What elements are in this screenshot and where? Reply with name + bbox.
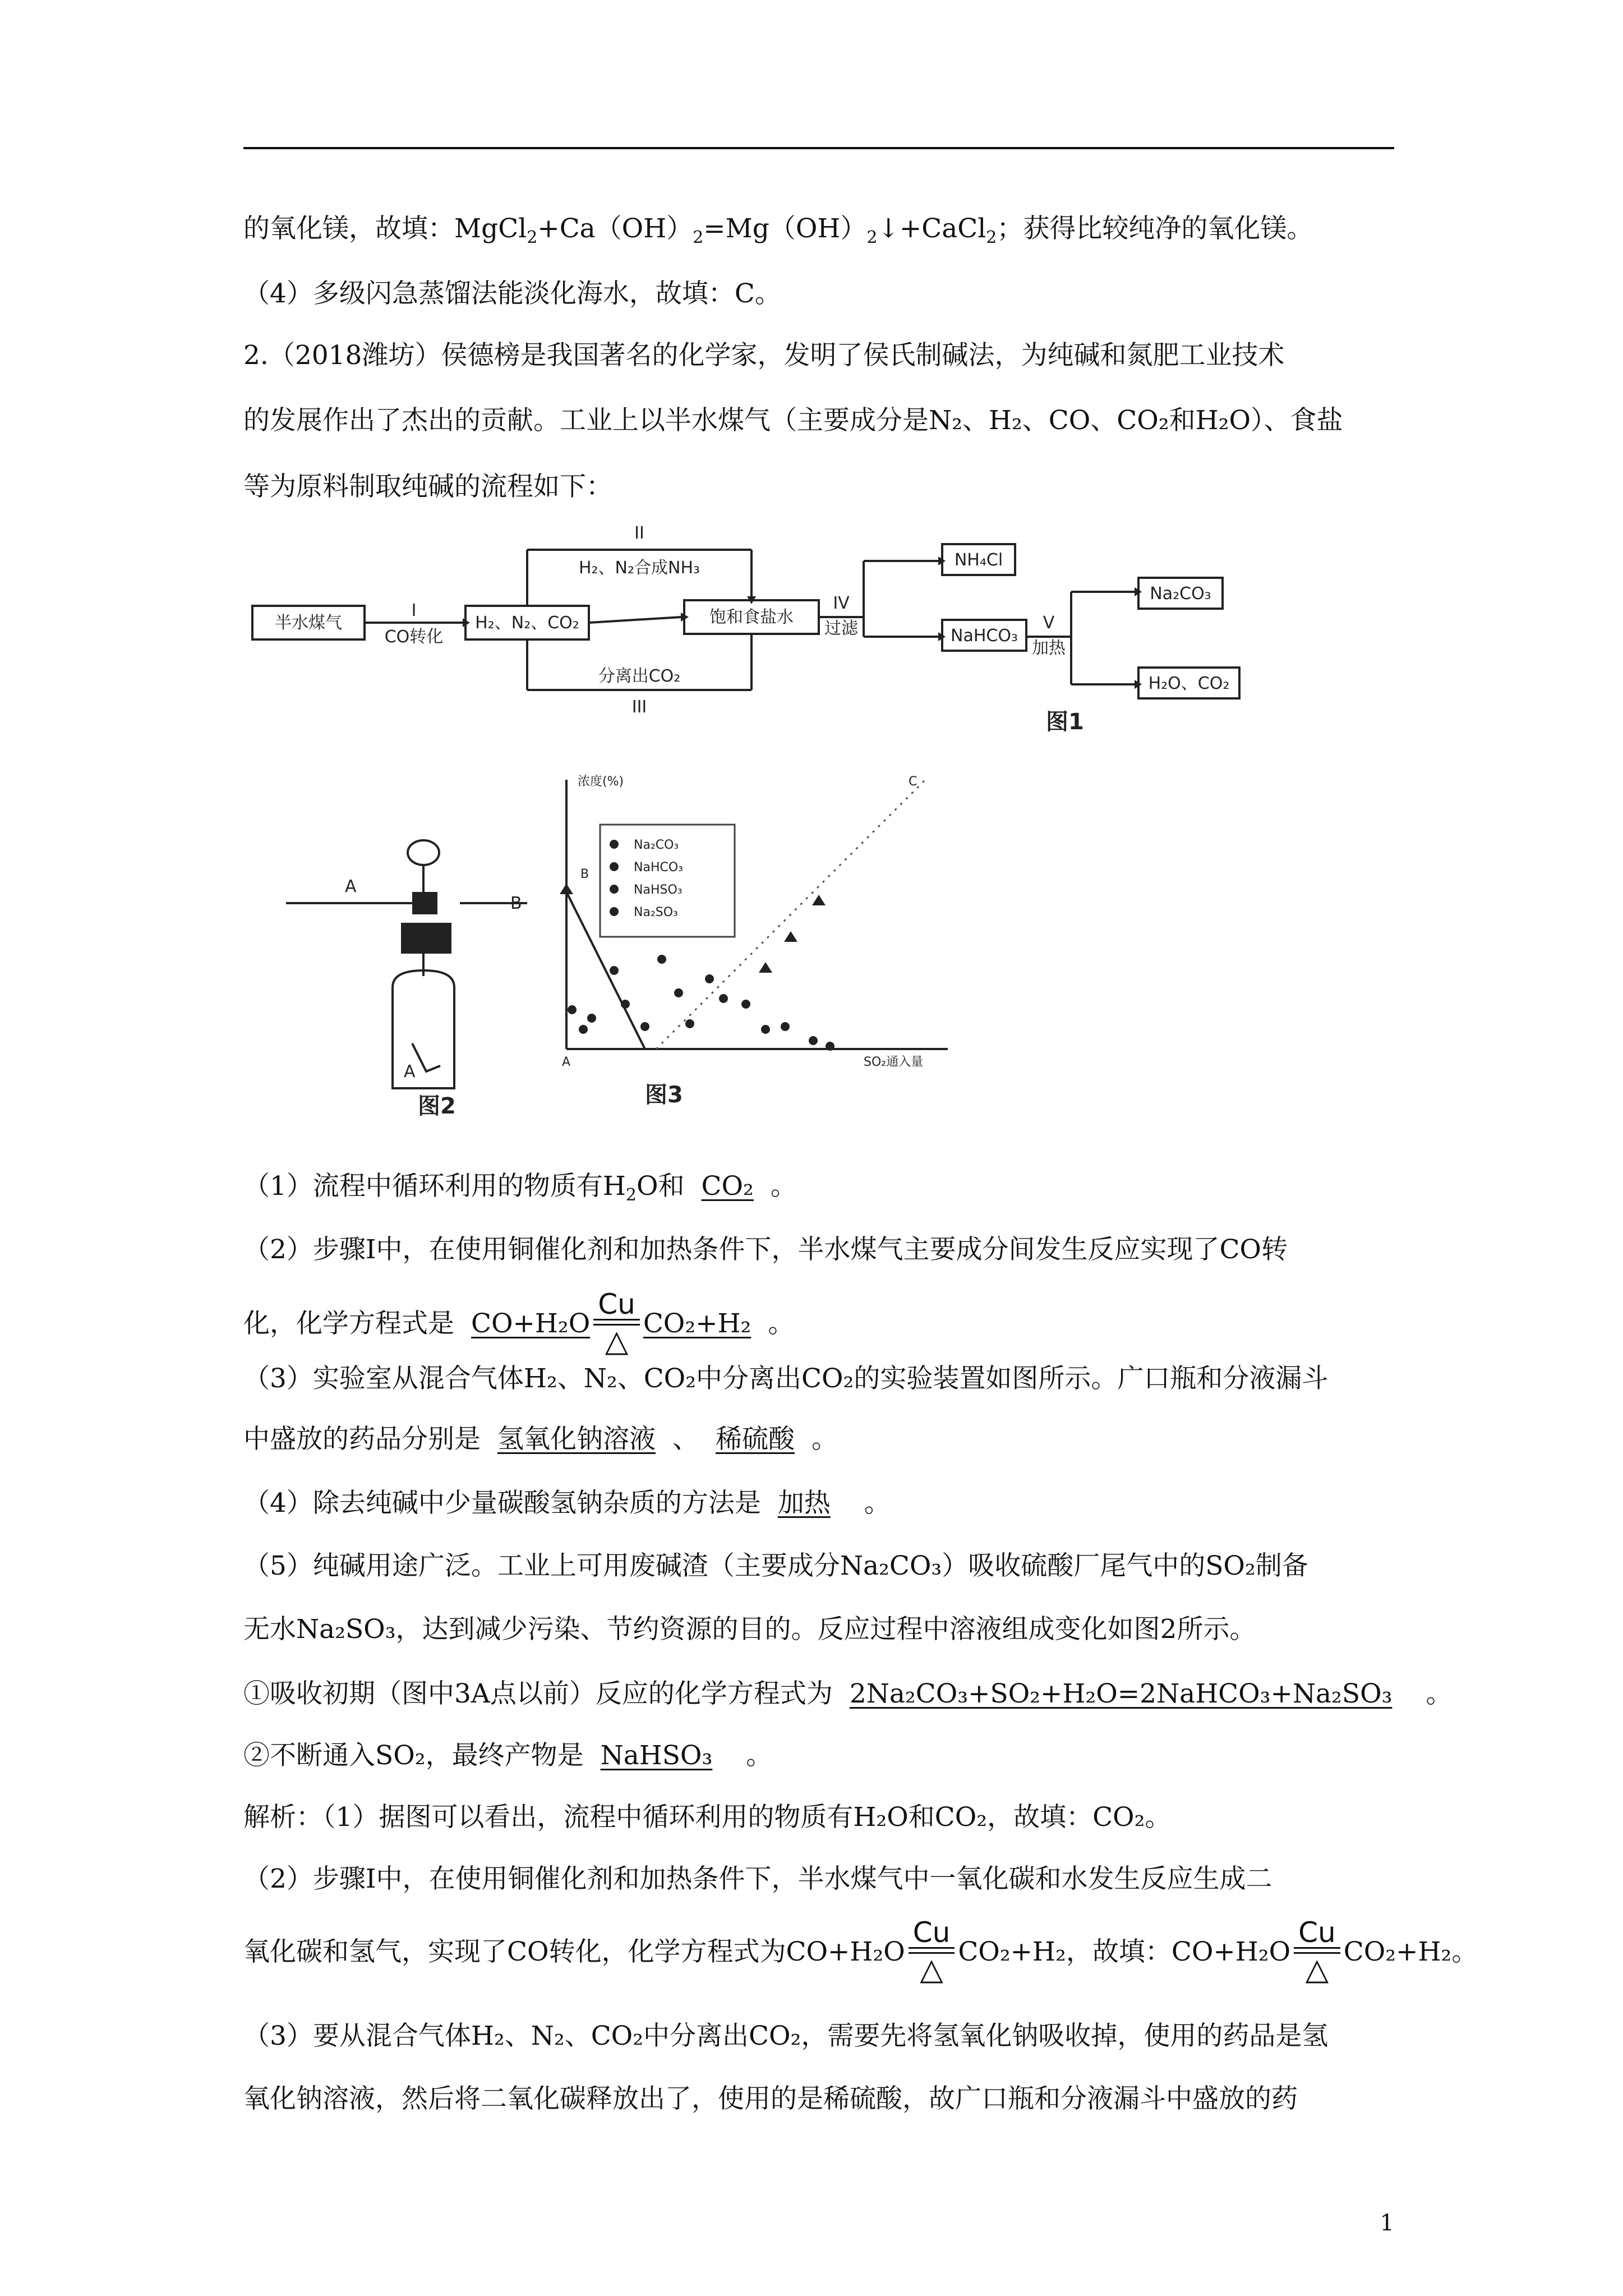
question-2-5-b: 无水Na₂SO₃，达到减少污染、节约资源的目的。反应过程中溶液组成变化如图2所示。 xyxy=(243,1614,1256,1645)
step-2-label: II xyxy=(634,523,644,543)
text-run: 、 xyxy=(672,1424,699,1455)
figure-1-flowchart xyxy=(247,522,1267,746)
figure-3-caption: 图3 xyxy=(645,1082,683,1108)
answer-q3-1: 氢氧化钠溶液 xyxy=(497,1424,656,1455)
answer-q3-2: 稀硫酸 xyxy=(716,1424,795,1455)
text-run: ；获得比较纯净的氧化镁。 xyxy=(997,213,1313,244)
subscript: 2 xyxy=(986,228,997,247)
answer-q5-2: NaHSO₃ xyxy=(600,1740,713,1771)
question-2-5-2 xyxy=(243,1739,1399,1773)
question-2-2-equation xyxy=(243,1285,1399,1363)
text-run: ↓+CaCl xyxy=(877,213,986,244)
legend-nahco3: NaHCO₃ xyxy=(634,861,683,875)
text-run: 。 xyxy=(811,1424,838,1455)
text-run: 氧化碳和氢气，实现了CO转化，化学方程式为CO+H₂O xyxy=(243,1936,905,1967)
figure-2-apparatus xyxy=(280,808,550,1122)
node-nahco3-label: NaHCO₃ xyxy=(951,626,1018,646)
point-b-label: B xyxy=(580,867,589,881)
text-run: CO₂+H₂，故填：CO+H₂O xyxy=(958,1936,1291,1967)
subscript: 2 xyxy=(625,1185,637,1205)
node-gas-label: 半水煤气 xyxy=(275,613,342,633)
text-run: 。 xyxy=(1426,1678,1453,1709)
answer-q2: CO+H₂O Cu △ CO₂+H₂ xyxy=(471,1288,751,1359)
apparatus-label-left: A xyxy=(345,877,357,896)
answer-q5-1: 2Na₂CO₃+SO₂+H₂O=2NaHCO₃+Na₂SO₃ xyxy=(849,1678,1393,1709)
node-brine-label: 饱和食盐水 xyxy=(709,608,794,627)
step-3-sub: 分离出CO₂ xyxy=(598,666,681,686)
bottle-label: A xyxy=(404,1062,416,1082)
question-2-intro: 2.（2018潍坊）侯德榜是我国著名的化学家，发明了侯氏制碱法，为纯碱和氮肥工业技术 xyxy=(243,340,1285,371)
text-run: 化，化学方程式是 xyxy=(243,1308,454,1339)
question-2-2: （2）步骤Ⅰ中，在使用铜催化剂和加热条件下，半水煤气主要成分间发生反应实现了CO转 xyxy=(243,1234,1288,1265)
node-h2o-co2-label: H₂O、CO₂ xyxy=(1148,674,1230,693)
step-1-sub: CO转化 xyxy=(384,627,444,647)
analysis-2-equation xyxy=(243,1913,1478,1991)
step-4-label: IV xyxy=(833,593,850,613)
valve-block xyxy=(412,892,437,914)
subscript: 2 xyxy=(693,228,704,247)
answer-q1: CO₂ xyxy=(701,1171,754,1202)
step-2-sub: H₂、N₂合成NH₃ xyxy=(578,558,700,578)
text-run: （1）流程中循环利用的物质有H xyxy=(243,1171,626,1202)
text-run: ②不断通入SO₂，最终产物是 xyxy=(243,1740,584,1771)
text-run: 的氧化镁，故填：MgCl xyxy=(243,213,527,244)
text-run: 。 xyxy=(746,1740,773,1771)
question-2-5: （5）纯碱用途广泛。工业上可用废碱渣（主要成分Na₂CO₃）吸收硫酸厂尾气中的SO₂制备 xyxy=(243,1550,1308,1581)
text-run: 。 xyxy=(864,1488,891,1519)
step-3-label: III xyxy=(631,697,647,717)
figure-2-caption: 图2 xyxy=(418,1093,456,1119)
analysis-1: 解析：（1）据图可以看出，流程中循环利用的物质有H₂O和CO₂，故填：CO₂。 xyxy=(243,1802,1172,1833)
text-run: +Ca（OH） xyxy=(537,213,693,244)
page-number: 1 xyxy=(1380,2210,1394,2236)
text-line-2: （4）多级闪急蒸馏法能淡化海水，故填：C。 xyxy=(243,278,781,309)
text-run: （4）除去纯碱中少量碳酸氢钠杂质的方法是 xyxy=(243,1488,761,1519)
text-run: CO₂+H₂。 xyxy=(1343,1936,1478,1967)
answer-q4: 加热 xyxy=(777,1488,831,1519)
figure-1-caption: 图1 xyxy=(1046,709,1084,735)
y-axis-label: 浓度(%) xyxy=(578,775,624,789)
step-1-label: I xyxy=(411,601,417,620)
text-run: ①吸收初期（图中3A点以前）反应的化学方程式为 xyxy=(243,1678,833,1709)
node-nh4cl-label: NH₄Cl xyxy=(954,550,1003,570)
question-2-intro-2: 的发展作出了杰出的贡献。工业上以半水煤气（主要成分是N₂、H₂、CO、CO₂和H₂O）、食盐 xyxy=(243,405,1343,436)
reaction-condition: Cu △ xyxy=(593,1290,640,1357)
analysis-3: （3）要从混合气体H₂、N₂、CO₂中分离出CO₂，需要先将氢氧化钠吸收掉，使用的药品是氢 xyxy=(243,2021,1329,2051)
node-na2co3-label: Na₂CO₃ xyxy=(1150,584,1211,604)
question-2-3-b xyxy=(243,1423,1399,1456)
legend-nahso3: NaHSO₃ xyxy=(634,883,683,897)
text-run: =Mg（OH） xyxy=(703,213,867,244)
text-run: 中盛放的药品分别是 xyxy=(243,1424,481,1455)
question-2-1: （1）流程中循环利用的物质有$H_2O$和 CO₂ 。 xyxy=(243,1171,797,1205)
analysis-2: （2）步骤Ⅰ中，在使用铜催化剂和加热条件下，半水煤气中一氧化碳和水发生反应生成二 xyxy=(243,1864,1272,1894)
legend-na2co3: Na₂CO₃ xyxy=(634,838,679,852)
analysis-3-b: 氧化钠溶液，然后将二氧化碳释放出了，使用的是稀硫酸，故广口瓶和分液漏斗中盛放的药 xyxy=(243,2083,1298,2114)
step-4-sub: 过滤 xyxy=(824,619,858,638)
x-axis-label: SO₂通入量 xyxy=(864,1055,924,1069)
question-2-3: （3）实验室从混合气体H₂、N₂、CO₂中分离出CO₂的实验装置如图所示。广口瓶和分液漏斗 xyxy=(243,1363,1329,1394)
point-c-label: C xyxy=(909,775,917,789)
node-mix-label: H₂、N₂、CO₂ xyxy=(475,613,579,633)
question-2-intro-3: 等为原料制取纯碱的流程如下： xyxy=(243,471,612,502)
text-run: O和 xyxy=(636,1171,685,1202)
reaction-condition: Cu △ xyxy=(1294,1918,1340,1985)
text-run: 。 xyxy=(768,1308,795,1339)
step-5-label: V xyxy=(1043,613,1055,633)
subscript: 2 xyxy=(527,228,538,247)
question-2-4 xyxy=(243,1487,1399,1520)
reaction-condition: Cu △ xyxy=(909,1918,955,1985)
apparatus-label-right: B xyxy=(510,894,522,913)
figure-3-graph xyxy=(550,769,976,1111)
header-rule xyxy=(243,147,1394,149)
legend-na2so3: Na₂SO₃ xyxy=(634,905,678,919)
text-line-1 xyxy=(243,212,1399,246)
point-a-label: A xyxy=(562,1055,571,1069)
step-5-sub: 加热 xyxy=(1032,638,1066,658)
question-2-5-1 xyxy=(243,1677,1453,1711)
subscript: 2 xyxy=(866,228,878,247)
stopper xyxy=(401,923,451,954)
